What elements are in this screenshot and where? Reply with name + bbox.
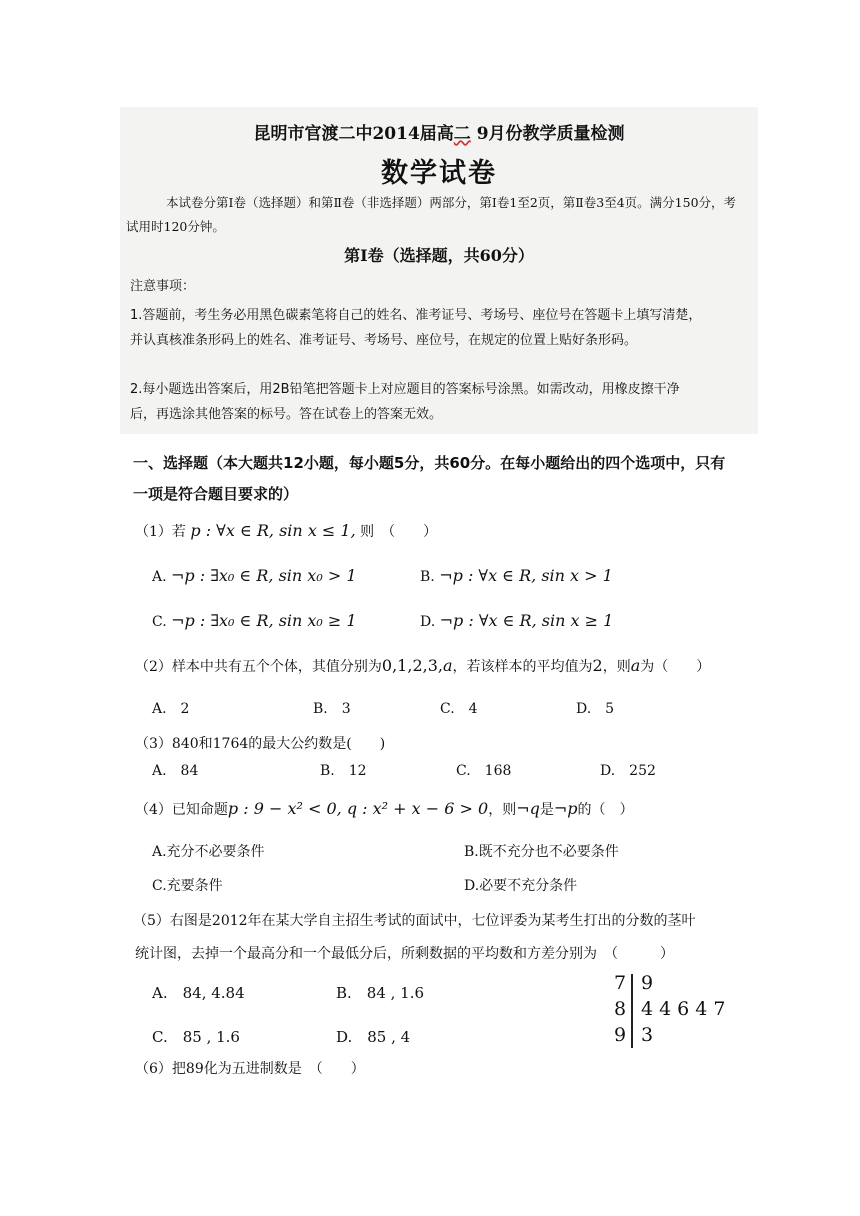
q4-expression: p : 9 − x² < 0, q : x² + x − 6 > 0 <box>227 799 489 818</box>
q3-option-d: D. 252 <box>600 763 656 779</box>
q5-option-a: A. 84, 4.84 <box>152 984 245 1002</box>
q1-option-d <box>420 611 613 630</box>
notes-heading: 注意事项： <box>130 279 196 294</box>
exam-intro: 本试卷分第Ⅰ卷（选择题）和第Ⅱ卷（非选择题）两部分，第Ⅰ卷1至2页，第Ⅱ卷3至4页。满分150分，考试用时120分钟。 <box>126 195 737 234</box>
stem-value: 7 <box>613 972 627 994</box>
stem-leaf-plot <box>603 972 743 1050</box>
q1-prefix: （1）若 <box>135 524 186 540</box>
q3-option-a: A. 84 <box>152 763 199 779</box>
question-2 <box>135 656 710 676</box>
q1-option-c-label: C. <box>152 614 167 630</box>
q2-option-a: A. 2 <box>152 701 190 717</box>
q1-option-c-expr: ¬p : ∃x₀ ∈ R, sin x₀ ≥ 1 <box>171 611 357 630</box>
exam-title-part2: 9月份教学质量检测 <box>470 124 625 144</box>
q1-option-a <box>152 566 357 585</box>
part1-heading: 一、选择题（本大题共12小题，每小题5分，共60分。在每小题给出的四个选项中，只有一项是符合题目要求的） <box>133 454 726 503</box>
leaf-values: 3 <box>641 1024 660 1046</box>
exam-title-squiggle: 二 <box>453 124 471 144</box>
q1-option-a-label: A. <box>152 569 167 585</box>
q2-text-b: ，若该样本的平均值为 <box>452 659 593 675</box>
q2-option-b: B. 3 <box>313 701 351 717</box>
q1-option-c <box>152 611 357 630</box>
leaf-values: 44647 <box>641 998 732 1020</box>
stem-leaf-divider <box>631 974 633 1048</box>
question-1 <box>135 521 437 541</box>
q3-option-c: C. 168 <box>456 763 512 779</box>
question-4 <box>135 799 634 819</box>
question-6: （6）把89化为五进制数是 （ ） <box>135 1061 365 1077</box>
question-5-line-2: 统计图，去掉一个最高分和一个最低分后，所剩数据的平均数和方差分别为 （ ） <box>135 946 674 962</box>
q1-option-d-expr: ¬p : ∀x ∈ R, sin x ≥ 1 <box>439 611 614 630</box>
q1-option-b <box>420 566 613 585</box>
exam-title <box>120 119 758 144</box>
question-5-line-1: （5）右图是2012年在某大学自主招生考试的面试中，七位评委为某考生打出的分数的茎叶 <box>133 913 696 929</box>
q5-option-b: B. 84 , 1.6 <box>336 984 425 1002</box>
q4-option-c: C.充要条件 <box>152 878 223 894</box>
q4-option-a: A.充分不必要条件 <box>152 844 265 860</box>
leaf-values: 9 <box>641 972 660 994</box>
q2-option-d: D. 5 <box>576 701 615 717</box>
q4-mid: ，则 <box>488 802 517 818</box>
section-heading: 第Ⅰ卷（选择题，共60分） <box>344 246 534 265</box>
q4-is: 是 <box>539 802 554 818</box>
q4-option-d: D.必要不充分条件 <box>464 878 578 894</box>
q4-not-q: ¬q <box>516 799 540 818</box>
q4-prefix: （4）已知命题 <box>135 802 228 818</box>
q1-option-b-expr: ¬p : ∀x ∈ R, sin x > 1 <box>439 566 613 585</box>
q1-expression: p : ∀x ∈ R, sin x ≤ 1, <box>190 521 356 540</box>
q4-option-b: B.既不充分也不必要条件 <box>464 844 619 860</box>
q5-option-c: C. 85 , 1.6 <box>152 1028 240 1046</box>
exam-title-part1: 昆明市官渡二中2014届高 <box>253 124 454 144</box>
stem-value: 9 <box>613 1024 627 1046</box>
q2-text-a: （2）样本中共有五个个体，其值分别为 <box>135 659 382 675</box>
note-1: 1.答题前，考生务必用黑色碳素笔将自己的姓名、准考证号、考场号、座位号在答题卡上填写清楚，并认真核准条形码上的姓名、准考证号、考场号、座位号，在规定的位置上贴好条形码。 <box>130 308 702 348</box>
question-3: （3）840和1764的最大公约数是( ) <box>135 736 386 752</box>
q4-suffix: 的（ ） <box>577 802 634 818</box>
q2-var-a-2: a <box>630 656 641 675</box>
q4-not-p: ¬p <box>553 799 578 818</box>
q2-text-c: ，则 <box>602 659 631 675</box>
note-2: 2.每小题选出答案后，用2B铅笔把答题卡上对应题目的答案标号涂黑。如需改动，用橡皮擦干净后，再选涂其他答案的标号。答在试卷上的答案无效。 <box>130 382 680 422</box>
exam-subtitle: 数学试卷 <box>381 158 497 189</box>
stem-value: 8 <box>613 998 627 1020</box>
q1-suffix: 则 （ ） <box>360 524 438 540</box>
q1-option-a-expr: ¬p : ∃x₀ ∈ R, sin x₀ > 1 <box>171 566 357 585</box>
q5-option-d: D. 85 , 4 <box>336 1028 411 1046</box>
q2-mean: 2 <box>592 656 603 675</box>
q2-var-a: a <box>442 656 453 675</box>
scanned-exam-header <box>120 107 758 434</box>
q3-option-b: B. 12 <box>320 763 367 779</box>
q1-option-d-label: D. <box>420 614 436 630</box>
q1-option-b-label: B. <box>420 569 435 585</box>
q2-text-d: 为（ ） <box>640 659 711 675</box>
q2-values: 0,1,2,3, <box>381 656 443 675</box>
q2-option-c: C. 4 <box>440 701 478 717</box>
